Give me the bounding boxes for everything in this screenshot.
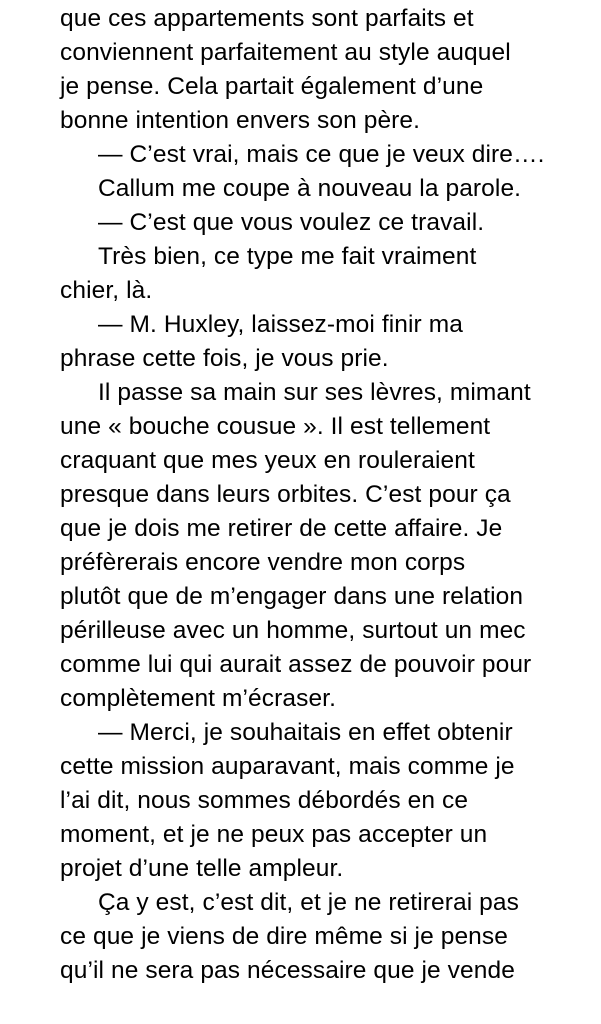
text-line: projet d’une telle ampleur. [60, 855, 344, 882]
text-line: conviennent parfaitement au style auquel [60, 39, 511, 66]
text-line: Ça y est, c’est dit, et je ne retirerai pas [98, 889, 519, 916]
text-line: je pense. Cela partait également d’une [60, 73, 484, 100]
text-line: bonne intention envers son père. [60, 107, 421, 134]
text-line: ce que je viens de dire même si je pense [60, 923, 508, 950]
text-line: moment, et je ne peux pas accepter un [60, 821, 488, 848]
text-line: une « bouche cousue ». Il est tellement [60, 413, 491, 440]
text-line: craquant que mes yeux en rouleraient [60, 447, 475, 474]
text-line: presque dans leurs orbites. C’est pour ça [60, 481, 511, 508]
text-line: que ces appartements sont parfaits et [60, 5, 474, 32]
text-line: Très bien, ce type me fait vraiment [98, 243, 477, 270]
text-line: plutôt que de m’engager dans une relation [60, 583, 524, 610]
text-line: comme lui qui aurait assez de pouvoir pour [60, 651, 532, 678]
text-line: complètement m’écraser. [60, 685, 336, 712]
text-line: — M. Huxley, laissez-moi finir ma [98, 311, 463, 338]
text-line: préfèrerais encore vendre mon corps [60, 549, 466, 576]
text-line: qu’il ne sera pas nécessaire que je vende [60, 957, 515, 984]
text-line: périlleuse avec un homme, surtout un mec [60, 617, 526, 644]
text-line: phrase cette fois, je vous prie. [60, 345, 389, 372]
text-line: — Merci, je souhaitais en effet obtenir [98, 719, 513, 746]
text-line: — C’est que vous voulez ce travail. [98, 209, 485, 236]
text-line: l’ai dit, nous sommes débordés en ce [60, 787, 469, 814]
text-line: Callum me coupe à nouveau la parole. [98, 175, 522, 202]
text-line: cette mission auparavant, mais comme je [60, 753, 515, 780]
text-line: — C’est vrai, mais ce que je veux dire…. [98, 141, 545, 168]
text-line: Il passe sa main sur ses lèvres, mimant [98, 379, 531, 406]
text-line: que je dois me retirer de cette affaire. Je [60, 515, 503, 542]
text-line: chier, là. [60, 277, 153, 304]
